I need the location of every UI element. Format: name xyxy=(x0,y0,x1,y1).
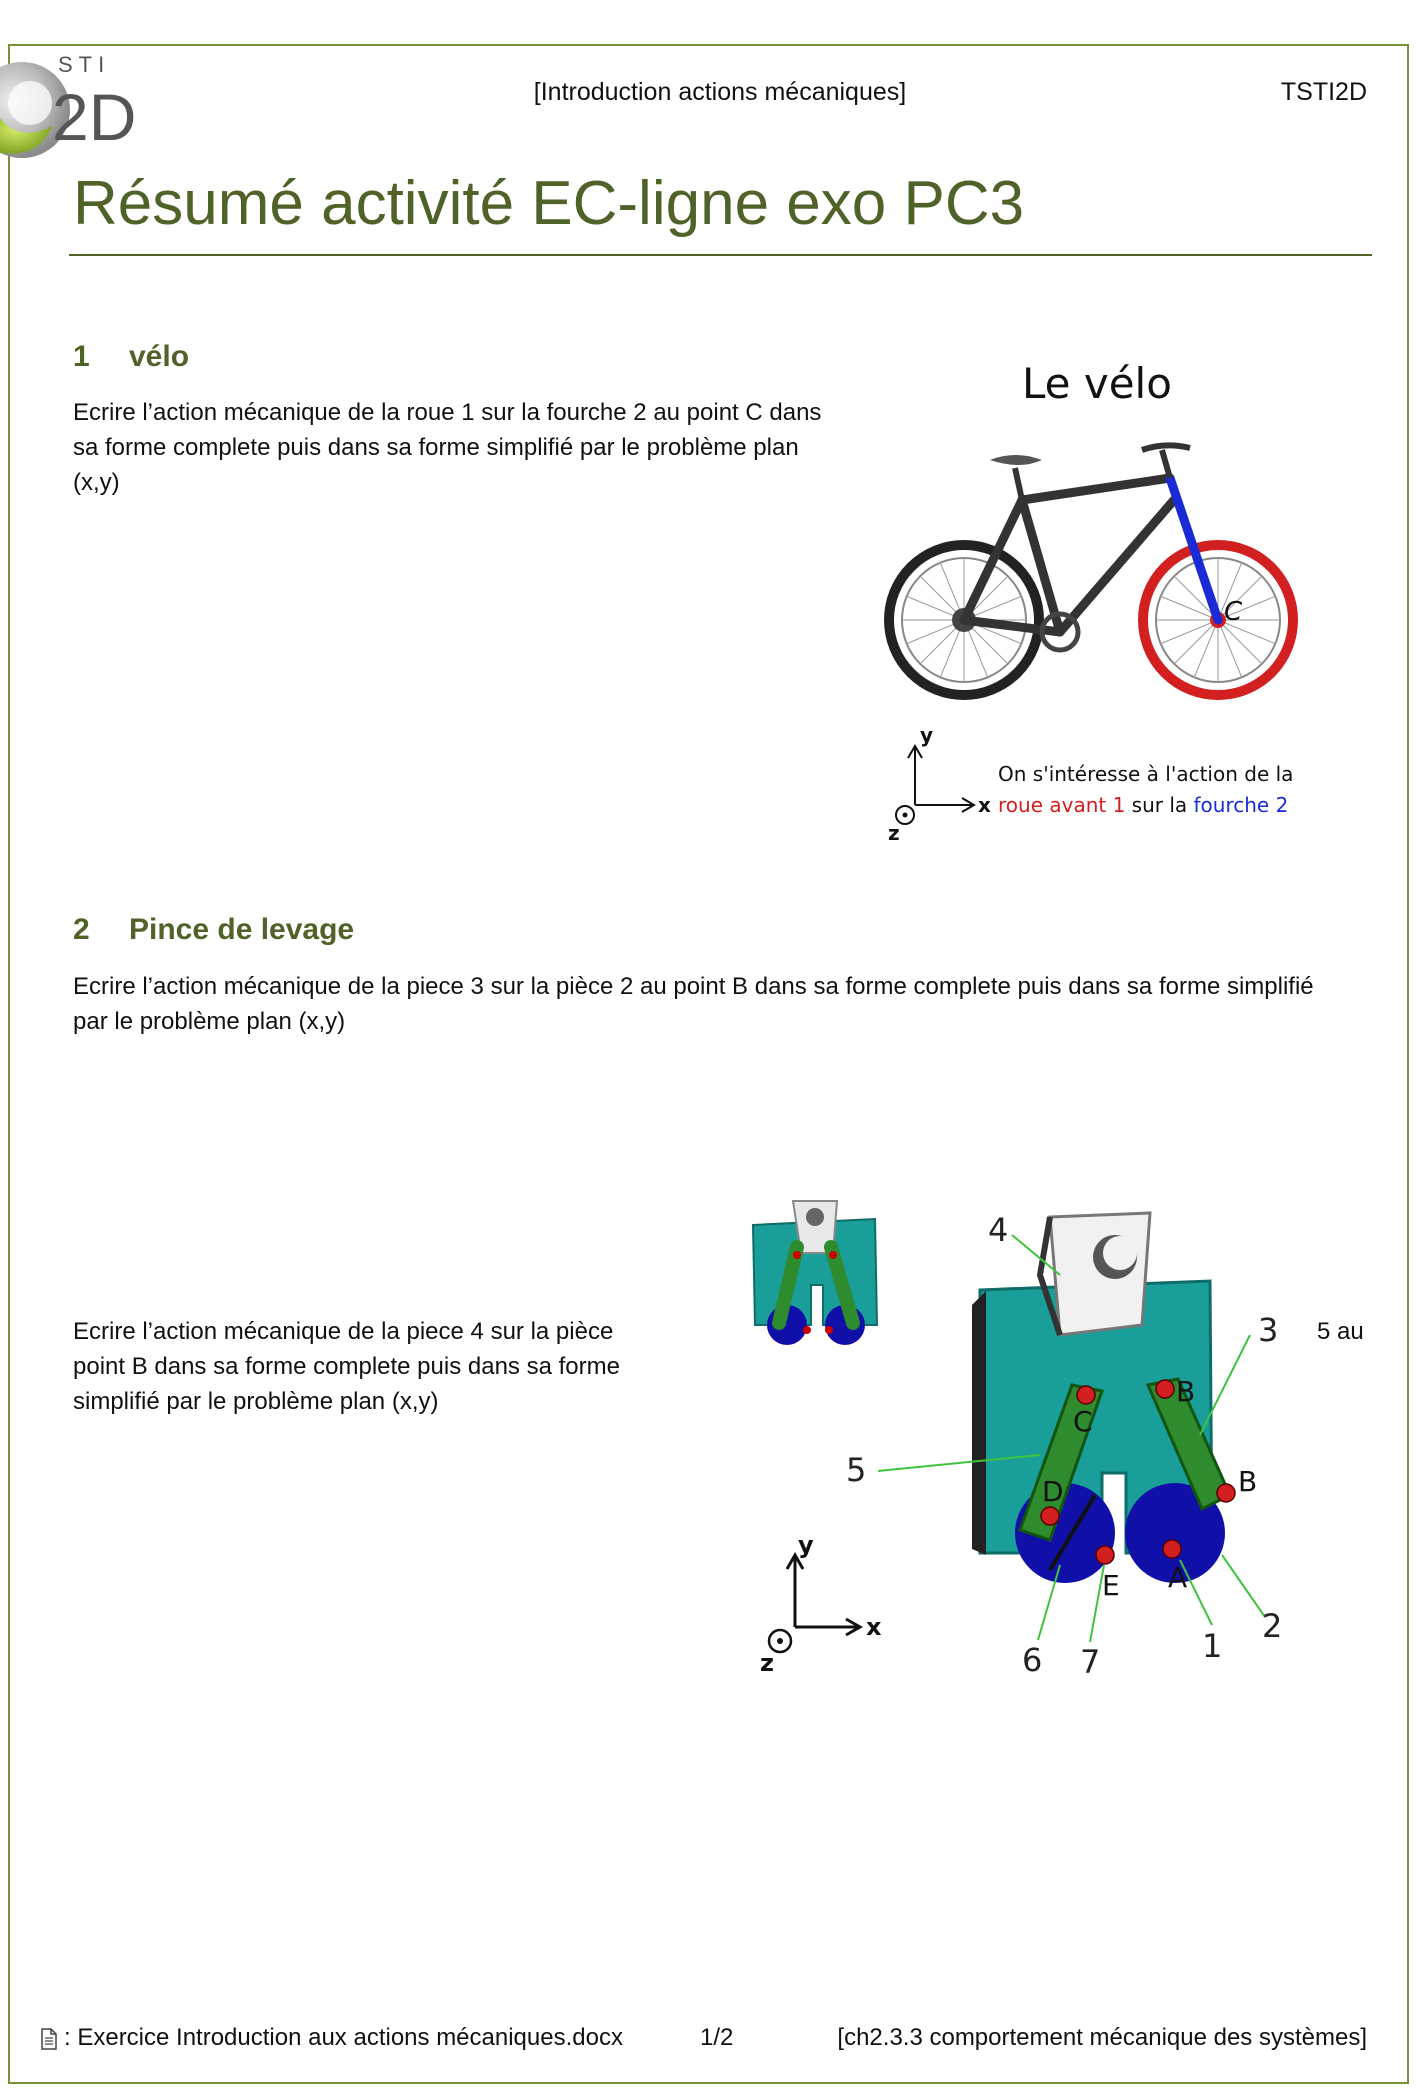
logo-big-text: 2D xyxy=(52,80,137,154)
footer-page-number: 1/2 xyxy=(700,2024,734,2051)
footer-chapter: [ch2.3.3 comportement mécanique des systèmes] xyxy=(837,2024,1367,2051)
bike-figure xyxy=(870,350,1320,850)
section-2-text-1: Ecrire l’action mécanique de la piece 3 sur la pièce 2 au point B dans sa forme complete puis dans sa forme simplifié par le problème plan (x,y) xyxy=(73,973,1314,1035)
gripper-axis-x: x xyxy=(866,1613,882,1641)
page-title: Résumé activité EC-ligne exo PC3 xyxy=(73,169,1025,238)
section-2-number: 2 xyxy=(73,913,90,946)
header-center: [Introduction actions mécaniques] xyxy=(533,78,907,106)
part-label-2: 2 xyxy=(1262,1607,1283,1645)
point-label-e: E xyxy=(1102,1569,1120,1602)
bike-axis-z: z xyxy=(888,821,900,845)
gripper-figure xyxy=(750,1195,1350,1695)
part-4-plate xyxy=(1050,1213,1150,1335)
handlebar xyxy=(1142,445,1190,450)
point-label-a: A xyxy=(1168,1561,1188,1594)
point-c-label: C xyxy=(1224,597,1243,627)
section-2-text-2-line-1: Ecrire l’action mécanique de la piece 4 sur la pièce xyxy=(73,1318,614,1345)
logo-small-text: STI xyxy=(58,52,111,77)
section-1-heading xyxy=(73,340,189,374)
bike-seat xyxy=(990,455,1042,465)
document-icon xyxy=(40,2028,58,2050)
section-2-heading xyxy=(73,913,354,947)
section-2-text-2-tail: 5 au xyxy=(1317,1318,1364,1345)
part-label-1: 1 xyxy=(1202,1627,1223,1665)
title-rule xyxy=(69,254,1372,256)
section-2-text-2 xyxy=(73,1314,693,1419)
section-2-text-2-line-3: simplifié par le problème plan (x,y) xyxy=(73,1388,439,1415)
part-label-5: 5 xyxy=(846,1451,867,1489)
part-label-3: 3 xyxy=(1258,1311,1279,1349)
bike-axis-y: y xyxy=(920,723,934,747)
gripper-axis-z: z xyxy=(760,1649,774,1677)
point-label-c: C xyxy=(1073,1405,1093,1438)
bike-axis-x: x xyxy=(978,793,991,817)
point-label-b-right: B xyxy=(1238,1465,1258,1498)
section-2-text-2-line-2: point B dans sa forme complete puis dans sa forme xyxy=(73,1353,620,1380)
caption-mid: sur la xyxy=(1125,793,1194,817)
part-label-6: 6 xyxy=(1022,1641,1043,1679)
section-2-title: Pince de levage xyxy=(129,913,355,946)
bike-figure-title: Le vélo xyxy=(1022,359,1172,408)
gripper-axes xyxy=(787,1555,860,1635)
caption-red: roue avant 1 xyxy=(998,793,1126,817)
point-label-d: D xyxy=(1042,1475,1064,1508)
gripper-axis-y: y xyxy=(798,1531,814,1559)
section-1-number: 1 xyxy=(73,340,90,373)
footer-file-name: : Exercice Introduction aux actions mécaniques.docx xyxy=(64,2024,623,2051)
bike-caption-line-2 xyxy=(998,793,1288,817)
bike-caption-line-1: On s'intéresse à l'action de la xyxy=(998,762,1294,786)
part-label-7: 7 xyxy=(1080,1643,1101,1681)
part-label-4: 4 xyxy=(988,1211,1009,1249)
bike-axes xyxy=(908,746,974,812)
point-label-b-top: B xyxy=(1176,1375,1196,1408)
section-1-title: vélo xyxy=(129,340,190,373)
caption-blue: fourche 2 xyxy=(1193,793,1289,817)
header-right: TSTI2D xyxy=(1280,78,1367,106)
section-1-text: Ecrire l’action mécanique de la roue 1 sur la fourche 2 au point C dans sa forme complete puis dans sa forme simplifié par le problème plan (x,y) xyxy=(73,399,822,496)
